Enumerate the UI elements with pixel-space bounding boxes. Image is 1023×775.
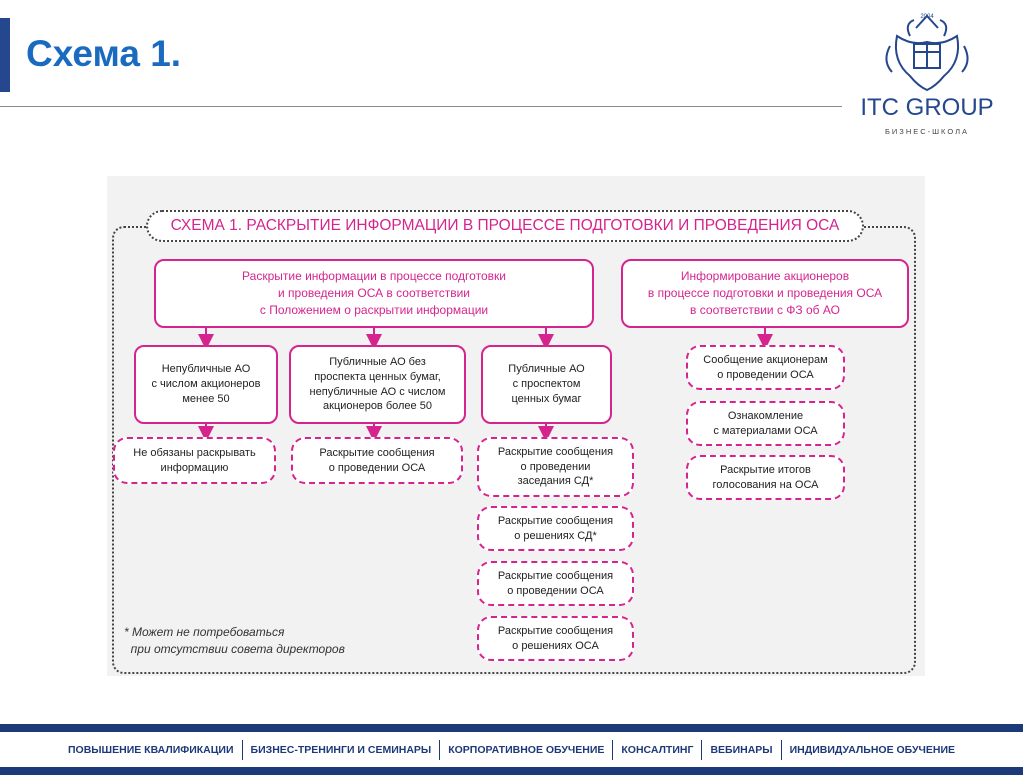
- logo-tagline: БИЗНЕС-ШКОЛА: [884, 127, 969, 136]
- action-label: Раскрытие сообщения о решениях ОСА: [497, 624, 614, 652]
- category-box-nonpublic-small: [134, 345, 278, 424]
- action-box-col3-2: [477, 506, 634, 551]
- category-label: Публичные АО с проспектом ценных бумаг: [508, 363, 585, 405]
- logo-brand: ITC GROUP: [860, 94, 994, 121]
- action-label: Раскрытие сообщения о решениях СД*: [497, 514, 614, 542]
- category-label: Непубличные АО с числом акционеров менее 50: [151, 363, 261, 405]
- left-header-text: Раскрытие информации в процессе подготовки и проведения ОСА в соответствии с Положением о раскрытии информации: [242, 269, 506, 317]
- logo-year: 2004: [920, 14, 934, 20]
- action-box-col2: [291, 437, 463, 484]
- right-header-box: [621, 259, 909, 328]
- action-label: Раскрытие сообщения о проведении ОСА: [497, 569, 614, 597]
- action-box-right-3: [686, 455, 845, 500]
- footnote: * Может не потребоваться при отсутствии совета директоров: [124, 625, 345, 656]
- page-title: Схема 1.: [26, 33, 182, 74]
- scheme-title: СХЕМА 1. РАСКРЫТИЕ ИНФОРМАЦИИ В ПРОЦЕССЕ ПОДГОТОВКИ И ПРОВЕДЕНИЯ ОСА: [146, 210, 864, 242]
- action-label: Ознакомление с материалами ОСА: [713, 409, 818, 437]
- category-box-public-no-prospectus: [289, 345, 466, 424]
- nav-item-corporate[interactable]: КОРПОРАТИВНОЕ ОБУЧЕНИЕ: [448, 743, 605, 756]
- nav-item-webinars[interactable]: ВЕБИНАРЫ: [710, 743, 773, 756]
- left-header-box: [154, 259, 594, 328]
- action-label: Не обязаны раскрывать информацию: [133, 446, 256, 474]
- action-label: Раскрытие сообщения о проведении ОСА: [319, 446, 435, 474]
- action-label: Раскрытие сообщения о проведении заседания СД*: [497, 445, 614, 488]
- right-header-text: Информирование акционеров в процессе подготовки и проведения ОСА в соответствии с ФЗ об АО: [647, 269, 883, 317]
- nav-item-trainings[interactable]: БИЗНЕС-ТРЕНИНГИ И СЕМИНАРЫ: [250, 743, 432, 756]
- action-box-col1: [113, 437, 276, 484]
- action-box-col3-4: [477, 616, 634, 661]
- nav-item-consulting[interactable]: КОНСАЛТИНГ: [621, 743, 694, 756]
- nav-item-qualification[interactable]: ПОВЫШЕНИЕ КВАЛИФИКАЦИИ: [67, 743, 234, 756]
- nav-item-individual[interactable]: ИНДИВИДУАЛЬНОЕ ОБУЧЕНИЕ: [789, 743, 956, 756]
- action-label: Раскрытие итогов голосования на ОСА: [712, 463, 819, 491]
- action-box-right-2: [686, 401, 845, 446]
- footer-nav: [0, 732, 1023, 767]
- action-label: Сообщение акционерам о проведении ОСА: [703, 353, 828, 381]
- category-box-public-prospectus: [481, 345, 612, 424]
- action-box-col3-3: [477, 561, 634, 606]
- action-box-col3-1: [477, 437, 634, 497]
- category-label: Публичные АО без проспекта ценных бумаг, непубличные АО с числом акционеров более 50: [309, 355, 446, 413]
- action-box-right-1: [686, 345, 845, 390]
